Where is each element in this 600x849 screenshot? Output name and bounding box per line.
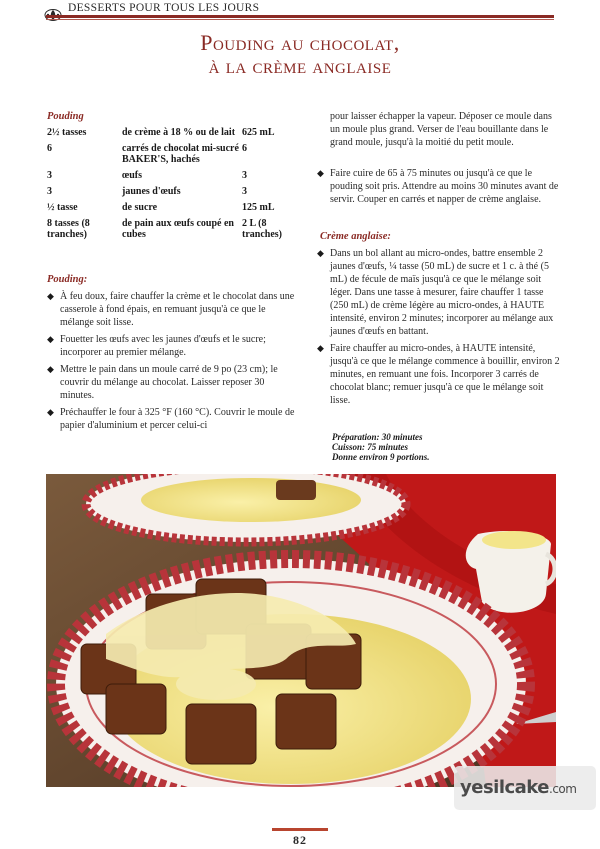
dessert-photo: [46, 474, 556, 787]
recipe-title-line1: Pouding au chocolat,: [200, 30, 400, 55]
ingredient-desc: de crème à 18 % ou de lait: [122, 127, 236, 138]
method-steps: [47, 290, 297, 436]
creme-step: [317, 247, 562, 338]
ingredient-desc: jaunes d'œufs: [122, 186, 181, 197]
method-step: [47, 290, 297, 329]
ingredient-qty: 3: [47, 186, 52, 197]
ingredient-metric: 6: [242, 143, 247, 154]
watermark-text: [460, 777, 576, 798]
method-step-text: Fouetter les œufs avec les jaunes d'œufs et le sucre; incorporer au premier mélange.: [60, 334, 266, 358]
site-watermark: [454, 766, 596, 810]
method-step: [317, 167, 562, 206]
diamond-bullet-icon: ◆: [317, 343, 324, 353]
method-step-text: Mettre le pain dans un moule carré de 9 po (23 cm); le couvrir du mélange au chocolat. Laisser reposer 30 minutes.: [60, 364, 278, 401]
watermark-tld: .com: [549, 782, 577, 796]
cook-time: Cuisson: 75 minutes: [332, 442, 409, 452]
method-steps-continued: [317, 167, 562, 210]
creme-step-text: Dans un bol allant au micro-ondes, battre ensemble 2 jaunes d'œufs, ¼ tasse (50 mL) de sucre et 1 c. à thé (5 mL) de fécule de maïs jusqu'à ce que le mélange soit léger. Dans une tasse à mesurer, faire chauffer 1 tasse (250 mL) de crème légère au micro-ondes, à HAUTE intensité, environ 2 minutes; incorporer au mélange aux jaunes d'œufs en battant.: [330, 248, 554, 337]
method-step: [47, 363, 297, 402]
method-step-text: Faire cuire de 65 à 75 minutes ou jusqu'à ce que le pouding soit pris. Attendre au moins 30 minutes avant de servir. Couper en carrés et napper de crème anglaise.: [330, 168, 559, 205]
section-header: DESSERTS POUR TOUS LES JOURS: [68, 2, 260, 14]
ingredient-metric: 125 mL: [242, 202, 275, 213]
ingredient-row: [47, 170, 302, 186]
ingredient-row: [47, 202, 302, 218]
recipe-title-line2: à la crème anglaise: [208, 54, 392, 78]
creme-heading: Crème anglaise:: [320, 231, 391, 242]
ingredients-heading: Pouding: [47, 111, 84, 122]
header-rule: [46, 15, 554, 18]
ingredient-desc: de pain aux œufs coupé en cubes: [122, 218, 234, 240]
diamond-bullet-icon: ◆: [47, 407, 54, 417]
creme-step: [317, 342, 562, 407]
diamond-bullet-icon: ◆: [317, 248, 324, 258]
ingredient-metric: 3: [242, 170, 247, 181]
ingredient-desc: œufs: [122, 170, 143, 181]
header-rule-thin: [46, 19, 554, 20]
creme-steps: [317, 247, 562, 411]
page-number: 82: [293, 833, 307, 847]
method-continuation: [330, 110, 560, 153]
creme-step-text: Faire chauffer au micro-ondes, à HAUTE intensité, jusqu'à ce que le mélange commence à bouillir, environ 2 minutes, en remuant une fois. Incorporer 3 carrés de chocolat blanc; remuer jusqu'à ce que le mélange soit lisse.: [330, 343, 560, 406]
diamond-bullet-icon: ◆: [317, 168, 324, 178]
ingredient-desc: de sucre: [122, 202, 158, 213]
watermark-brand: yesilcake: [460, 777, 550, 798]
method-heading: Pouding:: [47, 274, 88, 285]
ingredient-metric: 3: [242, 186, 247, 197]
ingredient-row: [47, 186, 302, 202]
yield: Donne environ 9 portions.: [332, 452, 430, 462]
diamond-bullet-icon: ◆: [47, 364, 54, 374]
ingredient-row: [47, 218, 302, 245]
ingredient-qty: 8 tasses (8 tranches): [47, 218, 90, 240]
method-continuation-text: pour laisser échapper la vapeur. Déposer ce moule dans un moule plus grand. Verser de l'eau bouillante dans le grand moule, jusqu'à la moitié du petit moule.: [330, 111, 552, 148]
ingredient-qty: ½ tasse: [47, 202, 78, 213]
method-step-text: À feu doux, faire chauffer la crème et le chocolat dans une casserole à fond épais, en remuant jusqu'à ce que le mélange soit lisse.: [60, 291, 295, 328]
ingredient-qty: 3: [47, 170, 52, 181]
ingredient-qty: 2½ tasses: [47, 127, 87, 138]
ingredient-metric: 625 mL: [242, 127, 275, 138]
method-step-text: Préchauffer le four à 325 °F (160 °C). Couvrir le moule de papier d'aluminium et percer celui-ci: [60, 407, 295, 431]
prep-time: Préparation: 30 minutes: [332, 432, 423, 442]
method-step: [47, 333, 297, 359]
footer-rule: [272, 828, 328, 831]
diamond-bullet-icon: ◆: [47, 334, 54, 344]
method-step: [47, 406, 297, 432]
dessert-illustration: [46, 474, 556, 787]
ingredient-desc: carrés de chocolat mi-sucré BAKER'S, hachés: [122, 143, 239, 165]
ingredients-table: [47, 127, 302, 245]
ingredient-metric: 2 L (8 tranches): [242, 218, 282, 240]
ingredient-row: [47, 127, 302, 143]
ingredient-qty: 6: [47, 143, 52, 154]
diamond-bullet-icon: ◆: [47, 291, 54, 301]
recipe-meta: [332, 432, 430, 462]
ingredient-row: [47, 143, 302, 170]
